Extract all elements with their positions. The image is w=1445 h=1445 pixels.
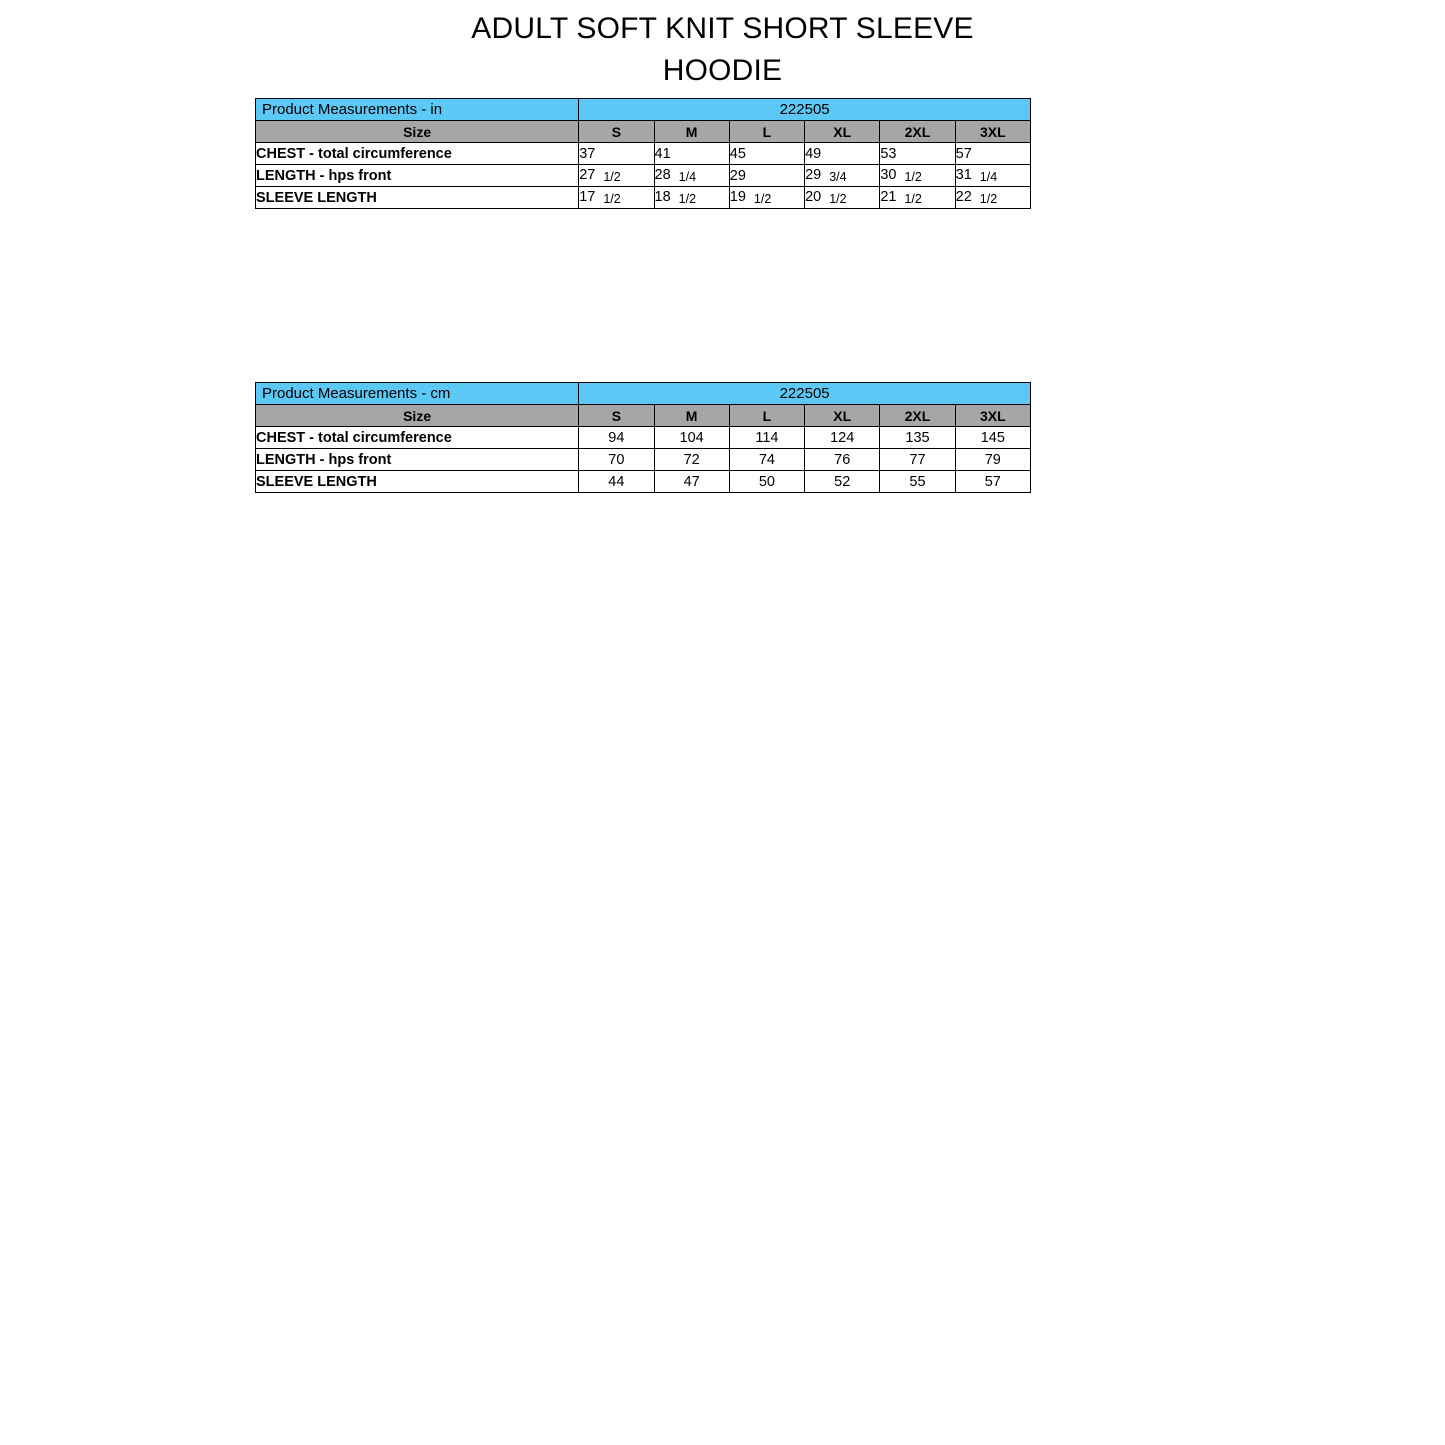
- size-table: [255, 98, 1031, 209]
- cell-value: 79: [955, 449, 1030, 471]
- cell-value: 22 1/2: [955, 187, 1030, 209]
- cell-value: 29 3/4: [805, 165, 880, 187]
- header-cell-m: M: [654, 121, 729, 143]
- header-cell-l: L: [729, 405, 804, 427]
- cell-value: 21 1/2: [880, 187, 955, 209]
- banner-style-number: 222505: [579, 383, 1031, 405]
- cell-value: 29: [729, 165, 804, 187]
- cell-value: 52: [805, 471, 880, 493]
- cell-value: 27 1/2: [579, 165, 654, 187]
- header-cell-size: Size: [256, 405, 579, 427]
- size-table: [255, 382, 1031, 493]
- header-cell-s: S: [579, 121, 654, 143]
- cell-value: 19 1/2: [729, 187, 804, 209]
- table-row: [256, 427, 1031, 449]
- table-row: [256, 471, 1031, 493]
- cell-value: 47: [654, 471, 729, 493]
- header-cell-s: S: [579, 405, 654, 427]
- banner-style-number: 222505: [579, 99, 1031, 121]
- header-cell-size: Size: [256, 121, 579, 143]
- table-row: [256, 187, 1031, 209]
- header-cell-xl: XL: [805, 121, 880, 143]
- cell-value: 114: [729, 427, 804, 449]
- row-label: CHEST - total circumference: [256, 143, 579, 165]
- cell-value: 20 1/2: [805, 187, 880, 209]
- cell-value: 124: [805, 427, 880, 449]
- table-banner-row: [256, 99, 1031, 121]
- table-banner-row: [256, 383, 1031, 405]
- header-cell-3xl: 3XL: [955, 405, 1030, 427]
- header-cell-l: L: [729, 121, 804, 143]
- cell-value: 30 1/2: [880, 165, 955, 187]
- cell-value: 70: [579, 449, 654, 471]
- cell-value: 18 1/2: [654, 187, 729, 209]
- table-row: [256, 449, 1031, 471]
- measurements-table-inches: [255, 98, 1031, 209]
- measurements-table-centimeters: [255, 382, 1031, 493]
- row-label: LENGTH - hps front: [256, 165, 579, 187]
- cell-value: 145: [955, 427, 1030, 449]
- cell-value: 72: [654, 449, 729, 471]
- cell-value: 57: [955, 143, 1030, 165]
- cell-value: 41: [654, 143, 729, 165]
- cell-value: 53: [880, 143, 955, 165]
- table-row: [256, 165, 1031, 187]
- row-label: CHEST - total circumference: [256, 427, 579, 449]
- header-cell-3xl: 3XL: [955, 121, 1030, 143]
- cell-value: 57: [955, 471, 1030, 493]
- row-label: SLEEVE LENGTH: [256, 187, 579, 209]
- table-header-row: [256, 405, 1031, 427]
- cell-value: 31 1/4: [955, 165, 1030, 187]
- banner-label: Product Measurements - cm: [256, 383, 579, 405]
- cell-value: 17 1/2: [579, 187, 654, 209]
- table-header-row: [256, 121, 1031, 143]
- cell-value: 94: [579, 427, 654, 449]
- cell-value: 37: [579, 143, 654, 165]
- page-title-line-1: ADULT SOFT KNIT SHORT SLEEVE: [471, 12, 974, 45]
- cell-value: 55: [880, 471, 955, 493]
- cell-value: 74: [729, 449, 804, 471]
- header-cell-2xl: 2XL: [880, 121, 955, 143]
- cell-value: 135: [880, 427, 955, 449]
- page-title: [0, 0, 1445, 92]
- table-row: [256, 143, 1031, 165]
- cell-value: 45: [729, 143, 804, 165]
- header-cell-xl: XL: [805, 405, 880, 427]
- cell-value: 28 1/4: [654, 165, 729, 187]
- page-title-line-2: HOODIE: [662, 54, 783, 87]
- banner-label: Product Measurements - in: [256, 99, 579, 121]
- row-label: SLEEVE LENGTH: [256, 471, 579, 493]
- header-cell-2xl: 2XL: [880, 405, 955, 427]
- cell-value: 49: [805, 143, 880, 165]
- header-cell-m: M: [654, 405, 729, 427]
- cell-value: 50: [729, 471, 804, 493]
- cell-value: 44: [579, 471, 654, 493]
- cell-value: 76: [805, 449, 880, 471]
- cell-value: 77: [880, 449, 955, 471]
- row-label: LENGTH - hps front: [256, 449, 579, 471]
- cell-value: 104: [654, 427, 729, 449]
